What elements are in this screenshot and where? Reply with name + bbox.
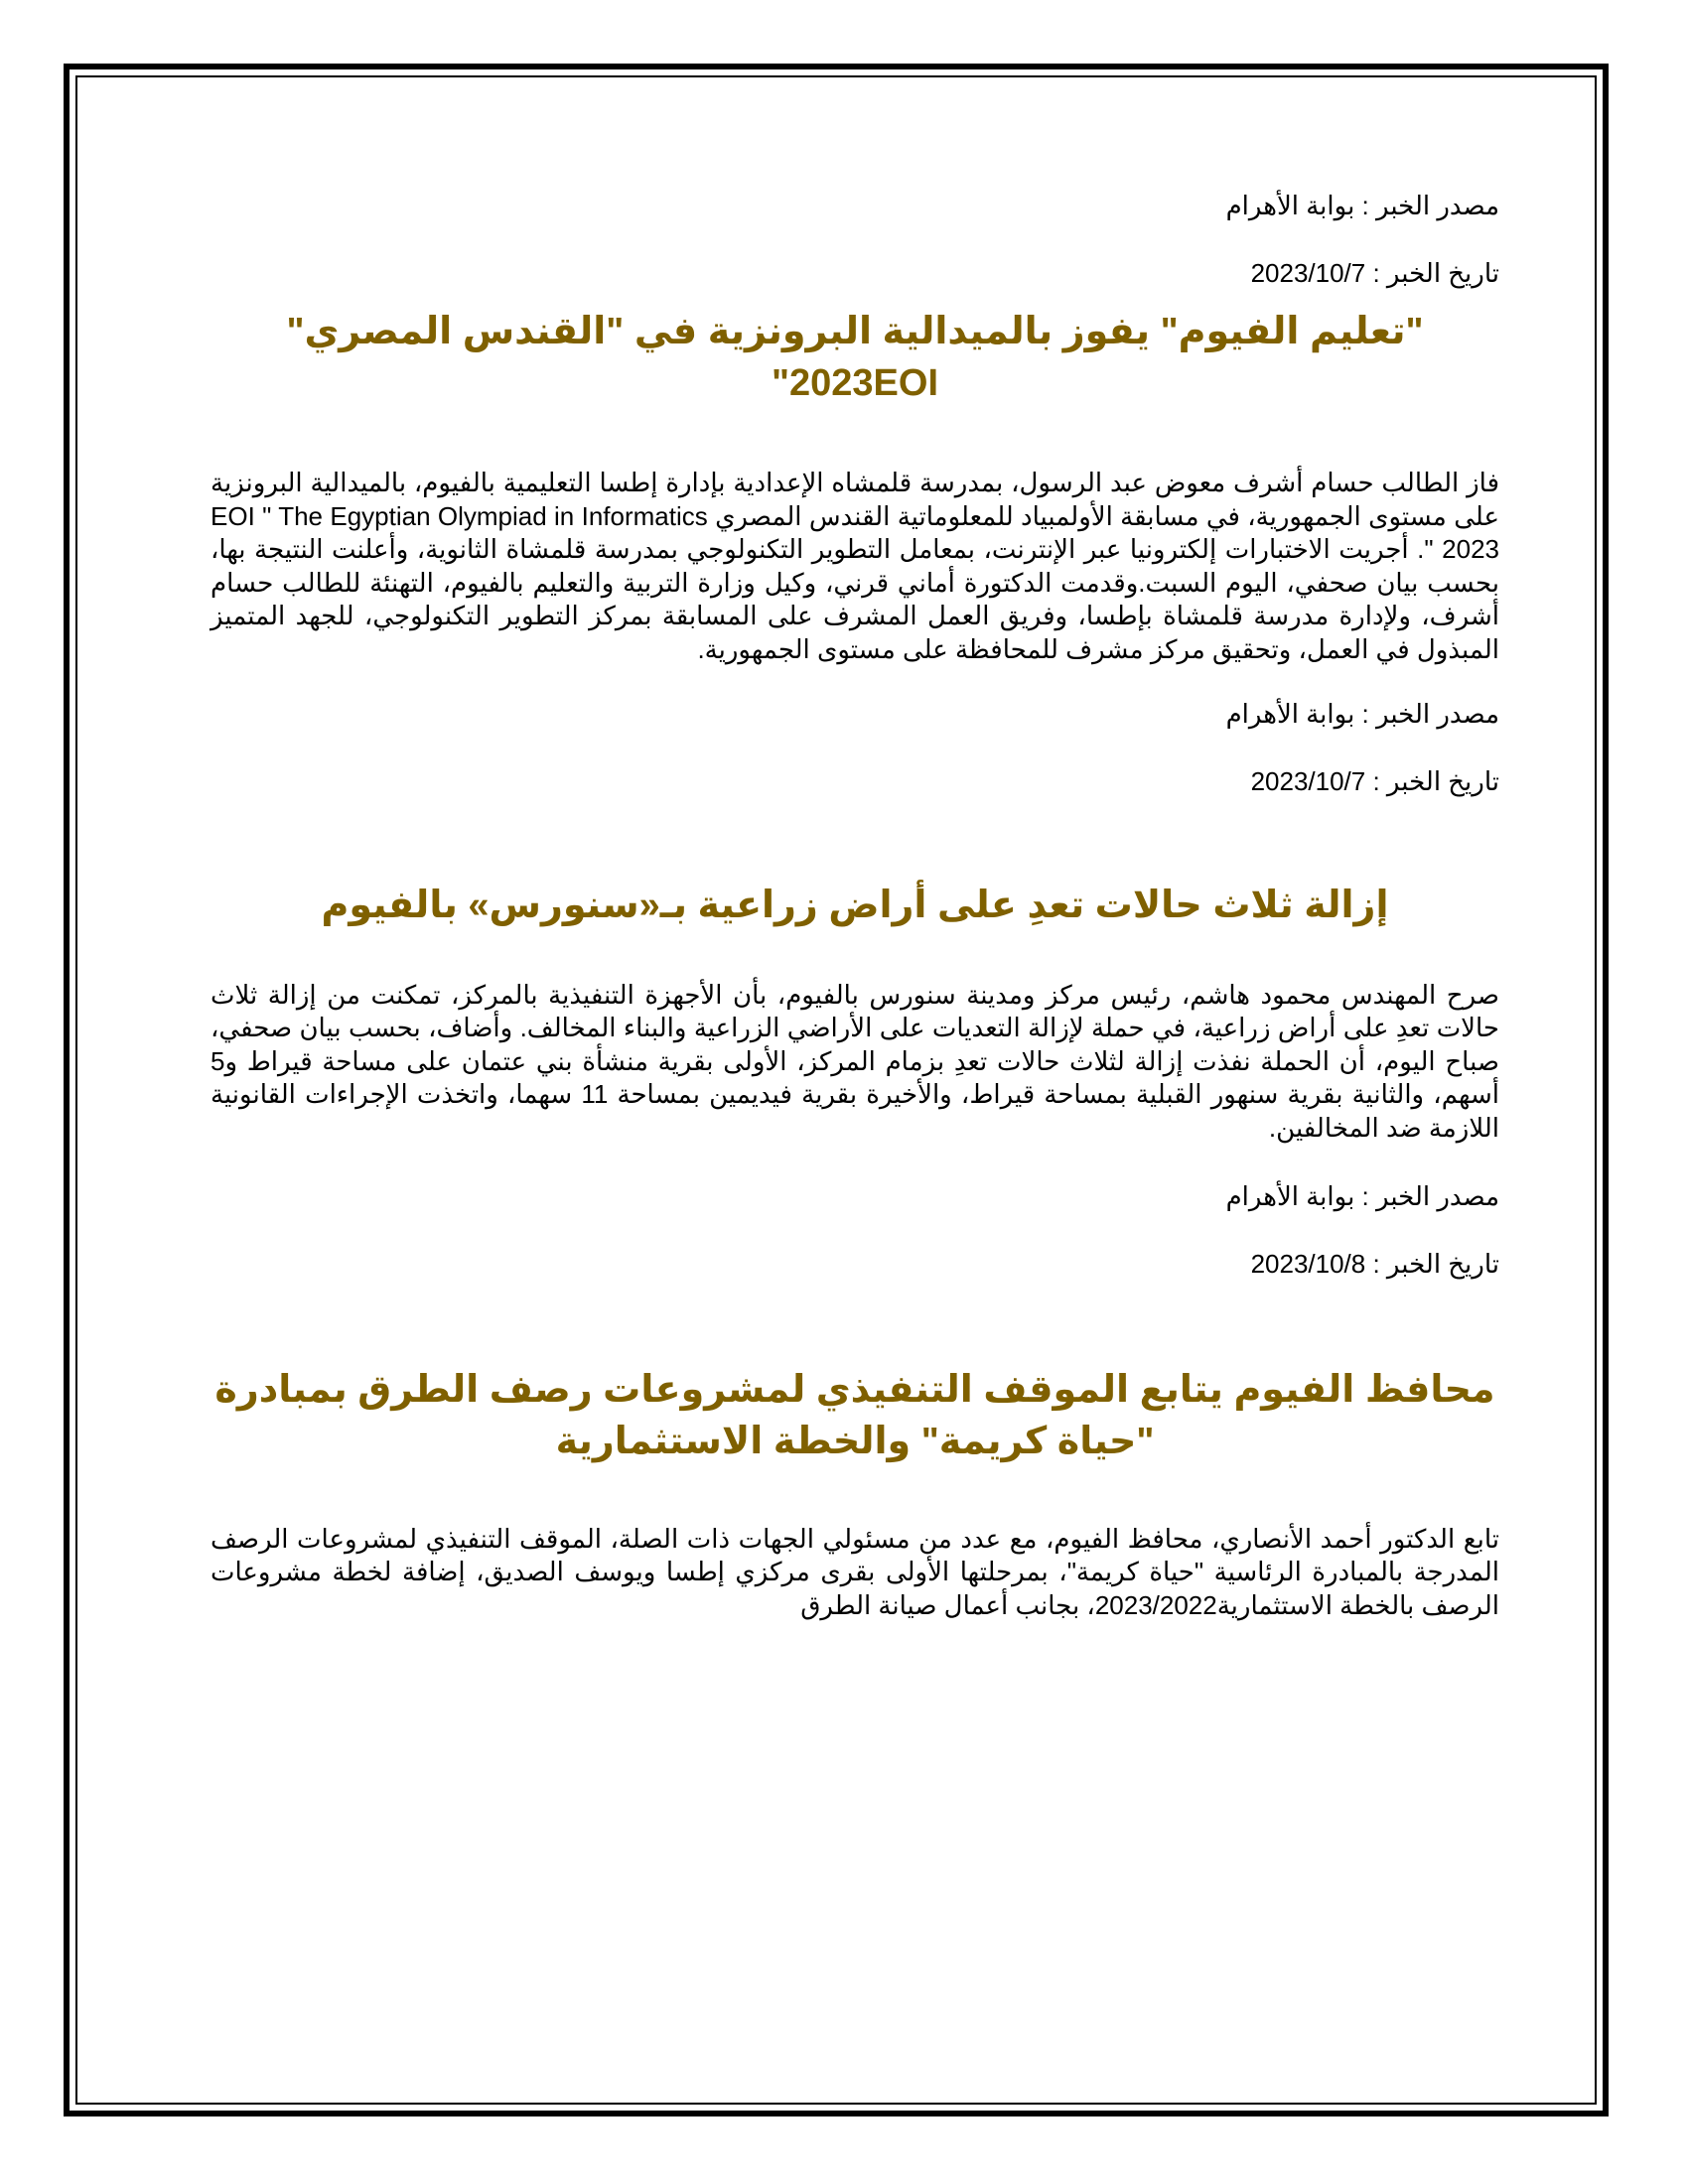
article-title: "تعليم الفيوم" يفوز بالميدالية البرونزية في "القندس المصري" 2023EOI" [286,311,1424,404]
article-source: مصدر الخبر : بوابة الأهرام [1225,698,1499,729]
article-date: تاريخ الخبر : 2023/10/7 [1250,258,1499,288]
article-body: فاز الطالب حسام أشرف معوض عبد الرسول، بمدرسة قلمشاه الإعدادية بإدارة إطسا التعليمية بالفيوم، بالميدالية البرونزية على مستوى الجمهورية، في مسابقة الأولمبياد للمعلوماتية القندس المصري EOI " The Egyptian Olympiad in Informatics 2023 ". أجريت الاختبارات إلكترونيا عبر الإنترنت، بمعامل التطوير التكنولوجي بمدرسة قلمشاة الثانوية، وأعلنت النتيجة بها، بحسب بيان صحفي، اليوم السبت.وقدمت الدكتورة أماني قرني، وكيل وزارة التربية والتعليم بالفيوم، التهنئة للطالب حسام أشرف، ولإدارة مدرسة قلمشاة بإطسا، وفريق العمل المشرف على المسابقة بمركز التطوير التكنولوجي، للجهد المتميز المبذول في العمل، وتحقيق مركز مشرف للمحافظة على مستوى الجمهورية. [211,468,1499,664]
article-title: إزالة ثلاث حالات تعدِ على أراض زراعية بـ«سنورس» بالفيوم [321,884,1389,926]
article-source: مصدر الخبر : بوابة الأهرام [1225,1180,1499,1211]
article-body: صرح المهندس محمود هاشم، رئيس مركز ومدينة سنورس بالفيوم، بأن الأجهزة التنفيذية بالمركز، تمكنت من إزالة ثلاث حالات تعدِ على أراض زراعية، في حملة لإزالة التعديات على الأراضي الزراعية والبناء المخالف. وأضاف، بحسب بيان صحفي، صباح اليوم، أن الحملة نفذت إزالة لثلاث حالات تعدِ بزمام المركز، الأولى بقرية منشأة بني عتمان على مساحة قيراط و5 أسهم، والثانية بقرية سنهور القبلية بمساحة قيراط، والأخيرة بقرية فيديمين بمساحة 11 سهما، واتخذت الإجراءات القانونية اللازمة ضد المخالفين. [211,979,1499,1143]
article-body: تابع الدكتور أحمد الأنصاري، محافظ الفيوم، مع عدد من مسئولي الجهات ذات الصلة، الموقف التنفيذي لمشروعات الرصف المدرجة بالمبادرة الرئاسية "حياة كريمة"، بمرحلتها الأولى بقرى مركزي إطسا ويوسف الصديق، إضافة لخطة مشروعات الرصف بالخطة الاستثمارية2023/2022، بجانب أعمال صيانة الطرق [211,1523,1499,1620]
article-title: محافظ الفيوم يتابع الموقف التنفيذي لمشروعات رصف الطرق بمبادرة "حياة كريمة" والخطة الاستثمارية [214,1368,1495,1462]
article-date: تاريخ الخبر : 2023/10/7 [1250,765,1499,796]
document-page [211,189,1499,1622]
article-date: تاريخ الخبر : 2023/10/8 [1250,1248,1499,1279]
article-source: مصدر الخبر : بوابة الأهرام [1225,191,1499,220]
